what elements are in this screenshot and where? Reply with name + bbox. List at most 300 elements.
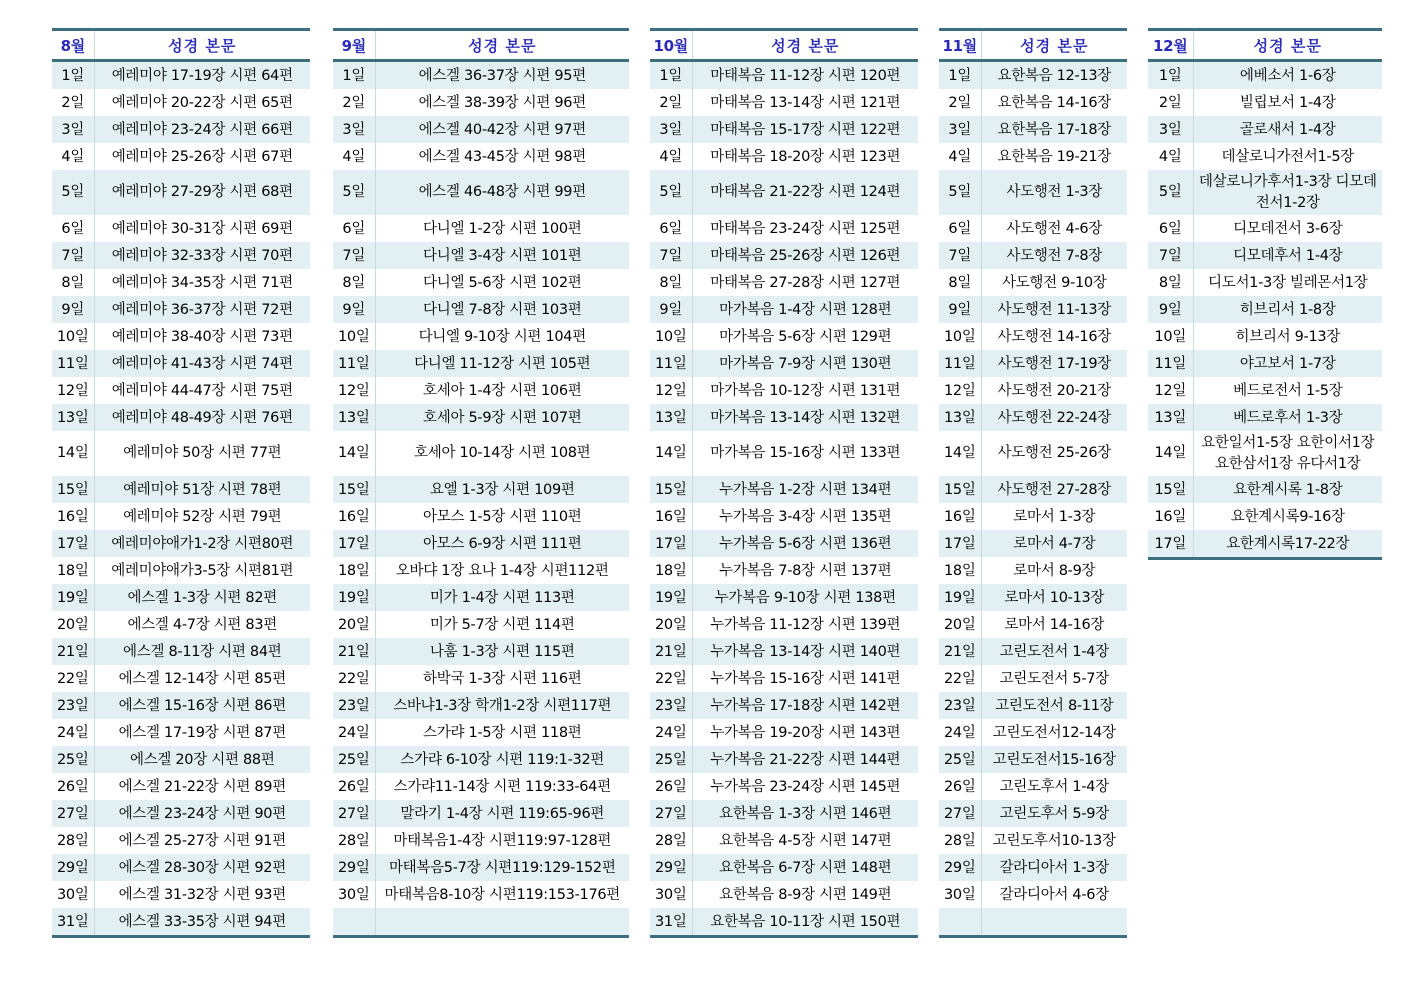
table-row <box>939 557 1127 584</box>
reading-cell: 호세아 5-9장 시편 107편 <box>375 404 629 431</box>
reading-cell: 마태복음1-4장 시편119:97-128편 <box>375 827 629 854</box>
reading-cell: 예레미야 52장 시편 79편 <box>94 503 310 530</box>
table-row <box>939 611 1127 638</box>
day-cell: 13일 <box>52 404 94 431</box>
day-cell: 28일 <box>52 827 94 854</box>
reading-cell: 에스겔 33-35장 시편 94편 <box>94 908 310 937</box>
day-cell: 22일 <box>333 665 375 692</box>
reading-header: 성경 본문 <box>94 30 310 61</box>
day-cell: 18일 <box>333 557 375 584</box>
table-row <box>1148 242 1382 269</box>
table-row <box>939 350 1127 377</box>
day-cell: 24일 <box>333 719 375 746</box>
table-row <box>939 692 1127 719</box>
table-row <box>333 296 629 323</box>
reading-cell: 다니엘 11-12장 시편 105편 <box>375 350 629 377</box>
day-cell: 1일 <box>1148 61 1193 90</box>
table-row <box>650 719 918 746</box>
table-row <box>1148 503 1382 530</box>
reading-cell: 요한복음 4-5장 시편 147편 <box>692 827 918 854</box>
month-header: 12월 <box>1148 30 1193 61</box>
table-row <box>52 908 310 937</box>
table-row <box>1148 530 1382 559</box>
reading-cell: 요한복음 12-13장 <box>981 61 1127 90</box>
reading-cell: 사도행전 4-6장 <box>981 215 1127 242</box>
table-row <box>333 827 629 854</box>
day-cell: 12일 <box>1148 377 1193 404</box>
table-row <box>52 89 310 116</box>
table-row <box>52 377 310 404</box>
reading-cell: 누가복음 17-18장 시편 142편 <box>692 692 918 719</box>
day-cell: 1일 <box>939 61 981 90</box>
table-row <box>333 719 629 746</box>
reading-cell: 요한계시록9-16장 <box>1193 503 1382 530</box>
day-cell: 23일 <box>939 692 981 719</box>
table-row <box>1148 476 1382 503</box>
day-cell: 4일 <box>1148 143 1193 170</box>
day-cell: 27일 <box>650 800 692 827</box>
reading-cell: 사도행전 22-24장 <box>981 404 1127 431</box>
table-row <box>333 557 629 584</box>
reading-header: 성경 본문 <box>1193 30 1382 61</box>
day-cell: 6일 <box>939 215 981 242</box>
day-cell: 25일 <box>333 746 375 773</box>
reading-cell: 에스겔 28-30장 시편 92편 <box>94 854 310 881</box>
day-cell: 26일 <box>333 773 375 800</box>
table-row <box>650 242 918 269</box>
day-cell: 9일 <box>52 296 94 323</box>
reading-cell: 에스겔 36-37장 시편 95편 <box>375 61 629 90</box>
reading-cell: 로마서 1-3장 <box>981 503 1127 530</box>
reading-cell: 다니엘 5-6장 시편 102편 <box>375 269 629 296</box>
reading-cell: 예레미야 30-31장 시편 69편 <box>94 215 310 242</box>
table-row <box>650 323 918 350</box>
day-cell: 8일 <box>939 269 981 296</box>
day-cell: 29일 <box>939 854 981 881</box>
table-row <box>52 404 310 431</box>
reading-cell: 에스겔 20장 시편 88편 <box>94 746 310 773</box>
day-cell: 21일 <box>650 638 692 665</box>
table-row <box>333 143 629 170</box>
reading-cell: 베드로전서 1-5장 <box>1193 377 1382 404</box>
table-row <box>1148 323 1382 350</box>
reading-header: 성경 본문 <box>692 30 918 61</box>
table-row <box>939 827 1127 854</box>
day-cell: 12일 <box>939 377 981 404</box>
table-row <box>650 503 918 530</box>
day-cell: 8일 <box>650 269 692 296</box>
reading-cell: 예레미야 32-33장 시편 70편 <box>94 242 310 269</box>
day-cell: 13일 <box>939 404 981 431</box>
reading-cell: 예레미야 27-29장 시편 68편 <box>94 170 310 215</box>
table-row <box>333 350 629 377</box>
reading-cell: 마태복음 21-22장 시편 124편 <box>692 170 918 215</box>
table-row <box>52 116 310 143</box>
day-cell: 15일 <box>650 476 692 503</box>
table-row <box>1148 296 1382 323</box>
reading-cell: 에스겔 25-27장 시편 91편 <box>94 827 310 854</box>
day-cell: 3일 <box>333 116 375 143</box>
day-cell: 9일 <box>333 296 375 323</box>
day-cell: 20일 <box>52 611 94 638</box>
reading-cell: 미가 1-4장 시편 113편 <box>375 584 629 611</box>
table-row <box>52 61 310 90</box>
reading-cell: 요한복음 19-21장 <box>981 143 1127 170</box>
reading-cell: 요한복음 8-9장 시편 149편 <box>692 881 918 908</box>
reading-cell: 예레미야 20-22장 시편 65편 <box>94 89 310 116</box>
day-cell: 5일 <box>650 170 692 215</box>
reading-cell: 히브리서 9-13장 <box>1193 323 1382 350</box>
table-row <box>939 584 1127 611</box>
reading-cell: 요한일서1-5장 요한이서1장 요한삼서1장 유다서1장 <box>1193 431 1382 476</box>
table-row <box>939 665 1127 692</box>
reading-cell: 빌립보서 1-4장 <box>1193 89 1382 116</box>
reading-cell: 마태복음5-7장 시편119:129-152편 <box>375 854 629 881</box>
reading-cell: 마태복음 25-26장 시편 126편 <box>692 242 918 269</box>
table-row <box>52 638 310 665</box>
table-row <box>52 719 310 746</box>
reading-cell: 에베소서 1-6장 <box>1193 61 1382 90</box>
day-cell: 26일 <box>650 773 692 800</box>
table-row <box>333 404 629 431</box>
day-cell: 26일 <box>939 773 981 800</box>
day-cell: 16일 <box>650 503 692 530</box>
day-cell: 22일 <box>52 665 94 692</box>
table-row <box>52 800 310 827</box>
reading-cell: 누가복음 5-6장 시편 136편 <box>692 530 918 557</box>
day-cell: 6일 <box>333 215 375 242</box>
day-cell: 15일 <box>1148 476 1193 503</box>
day-cell: 2일 <box>333 89 375 116</box>
day-cell: 25일 <box>52 746 94 773</box>
day-cell: 3일 <box>1148 116 1193 143</box>
reading-cell: 고린도전서 8-11장 <box>981 692 1127 719</box>
reading-cell: 에스겔 21-22장 시편 89편 <box>94 773 310 800</box>
table-row <box>939 881 1127 908</box>
day-cell: 29일 <box>52 854 94 881</box>
table-row <box>52 692 310 719</box>
day-cell: 9일 <box>939 296 981 323</box>
reading-cell: 에스겔 15-16장 시편 86편 <box>94 692 310 719</box>
day-cell: 10일 <box>333 323 375 350</box>
reading-cell: 디도서1-3장 빌레몬서1장 <box>1193 269 1382 296</box>
day-cell: 24일 <box>939 719 981 746</box>
reading-cell: 예레미야 51장 시편 78편 <box>94 476 310 503</box>
day-cell: 23일 <box>333 692 375 719</box>
reading-cell: 예레미야 48-49장 시편 76편 <box>94 404 310 431</box>
day-cell: 5일 <box>939 170 981 215</box>
reading-cell: 요한복음 14-16장 <box>981 89 1127 116</box>
reading-cell: 사도행전 14-16장 <box>981 323 1127 350</box>
day-cell: 17일 <box>52 530 94 557</box>
day-cell: 4일 <box>52 143 94 170</box>
reading-cell: 나훔 1-3장 시편 115편 <box>375 638 629 665</box>
day-cell: 5일 <box>52 170 94 215</box>
reading-cell: 에스겔 12-14장 시편 85편 <box>94 665 310 692</box>
reading-cell: 스가랴11-14장 시편 119:33-64편 <box>375 773 629 800</box>
reading-cell: 요한복음 1-3장 시편 146편 <box>692 800 918 827</box>
table-row <box>333 638 629 665</box>
reading-cell: 오바댜 1장 요나 1-4장 시편112편 <box>375 557 629 584</box>
month-table-11 <box>939 28 1127 938</box>
table-row <box>939 854 1127 881</box>
reading-cell: 예레미야애가1-2장 시편80편 <box>94 530 310 557</box>
table-row <box>52 170 310 215</box>
reading-cell: 에스겔 17-19장 시편 87편 <box>94 719 310 746</box>
day-cell: 21일 <box>52 638 94 665</box>
day-cell: 12일 <box>650 377 692 404</box>
day-cell: 1일 <box>333 61 375 90</box>
day-cell: 11일 <box>1148 350 1193 377</box>
reading-cell: 사도행전 1-3장 <box>981 170 1127 215</box>
table-row <box>939 719 1127 746</box>
reading-cell: 마태복음 11-12장 시편 120편 <box>692 61 918 90</box>
day-cell: 19일 <box>333 584 375 611</box>
table-row <box>650 143 918 170</box>
table-row <box>650 476 918 503</box>
table-row <box>650 350 918 377</box>
table-row <box>650 116 918 143</box>
reading-cell: 요엘 1-3장 시편 109편 <box>375 476 629 503</box>
table-row <box>1148 377 1382 404</box>
reading-cell: 마태복음 18-20장 시편 123편 <box>692 143 918 170</box>
month-header: 10월 <box>650 30 692 61</box>
reading-cell: 예레미야 50장 시편 77편 <box>94 431 310 476</box>
day-cell: 17일 <box>650 530 692 557</box>
reading-cell: 히브리서 1-8장 <box>1193 296 1382 323</box>
day-cell: 10일 <box>52 323 94 350</box>
reading-cell: 에스겔 31-32장 시편 93편 <box>94 881 310 908</box>
table-row <box>650 431 918 476</box>
reading-cell: 고린도전서12-14장 <box>981 719 1127 746</box>
reading-cell: 누가복음 23-24장 시편 145편 <box>692 773 918 800</box>
day-cell: 19일 <box>939 584 981 611</box>
day-cell: 7일 <box>939 242 981 269</box>
table-row <box>52 323 310 350</box>
reading-cell: 요한복음 6-7장 시편 148편 <box>692 854 918 881</box>
reading-cell: 예레미야 25-26장 시편 67편 <box>94 143 310 170</box>
table-row <box>52 746 310 773</box>
day-cell: 29일 <box>333 854 375 881</box>
day-cell: 14일 <box>939 431 981 476</box>
month-header: 11월 <box>939 30 981 61</box>
day-cell <box>939 908 981 937</box>
reading-cell: 사도행전 9-10장 <box>981 269 1127 296</box>
day-cell: 1일 <box>52 61 94 90</box>
table-row <box>650 584 918 611</box>
reading-cell: 누가복음 19-20장 시편 143편 <box>692 719 918 746</box>
month-table-10 <box>650 28 918 938</box>
day-cell: 19일 <box>650 584 692 611</box>
table-row <box>333 908 629 937</box>
day-cell: 22일 <box>650 665 692 692</box>
table-row <box>52 269 310 296</box>
day-cell: 27일 <box>52 800 94 827</box>
reading-cell: 디모데전서 3-6장 <box>1193 215 1382 242</box>
table-row <box>52 584 310 611</box>
day-cell: 25일 <box>650 746 692 773</box>
day-cell: 9일 <box>650 296 692 323</box>
reading-cell: 누가복음 7-8장 시편 137편 <box>692 557 918 584</box>
reading-cell: 미가 5-7장 시편 114편 <box>375 611 629 638</box>
table-row <box>52 215 310 242</box>
reading-cell: 누가복음 21-22장 시편 144편 <box>692 746 918 773</box>
day-cell: 30일 <box>52 881 94 908</box>
table-row <box>52 827 310 854</box>
day-cell: 26일 <box>52 773 94 800</box>
table-row <box>333 854 629 881</box>
day-cell: 29일 <box>650 854 692 881</box>
table-row <box>650 827 918 854</box>
day-cell: 11일 <box>333 350 375 377</box>
table-row <box>333 692 629 719</box>
day-cell: 2일 <box>650 89 692 116</box>
table-row <box>333 116 629 143</box>
reading-cell: 사도행전 25-26장 <box>981 431 1127 476</box>
reading-cell: 예레미야 38-40장 시편 73편 <box>94 323 310 350</box>
month-header: 8월 <box>52 30 94 61</box>
table-row <box>939 530 1127 557</box>
reading-cell: 예레미야애가3-5장 시편81편 <box>94 557 310 584</box>
table-row <box>650 404 918 431</box>
reading-cell: 에스겔 4-7장 시편 83편 <box>94 611 310 638</box>
table-row <box>650 881 918 908</box>
reading-header: 성경 본문 <box>981 30 1127 61</box>
day-cell: 7일 <box>1148 242 1193 269</box>
day-cell: 16일 <box>52 503 94 530</box>
reading-cell: 아모스 1-5장 시편 110편 <box>375 503 629 530</box>
reading-cell: 마가복음 5-6장 시편 129편 <box>692 323 918 350</box>
day-cell: 30일 <box>939 881 981 908</box>
day-cell: 19일 <box>52 584 94 611</box>
reading-cell: 요한계시록 1-8장 <box>1193 476 1382 503</box>
table-row <box>1148 350 1382 377</box>
table-row <box>1148 269 1382 296</box>
table-row <box>333 530 629 557</box>
day-cell: 15일 <box>52 476 94 503</box>
table-row <box>333 170 629 215</box>
reading-cell: 하박국 1-3장 시편 116편 <box>375 665 629 692</box>
table-row <box>939 323 1127 350</box>
day-cell: 2일 <box>1148 89 1193 116</box>
table-row <box>939 908 1127 937</box>
table-row <box>939 170 1127 215</box>
table-row <box>939 638 1127 665</box>
table-row <box>333 431 629 476</box>
day-cell: 11일 <box>939 350 981 377</box>
table-row <box>1148 116 1382 143</box>
day-cell: 23일 <box>650 692 692 719</box>
table-row <box>52 611 310 638</box>
table-row <box>939 116 1127 143</box>
table-row <box>333 611 629 638</box>
reading-header: 성경 본문 <box>375 30 629 61</box>
day-cell: 21일 <box>333 638 375 665</box>
day-cell: 24일 <box>52 719 94 746</box>
reading-cell: 마태복음 27-28장 시편 127편 <box>692 269 918 296</box>
reading-cell: 스가랴 6-10장 시편 119:1-32편 <box>375 746 629 773</box>
table-row <box>333 665 629 692</box>
table-row <box>650 557 918 584</box>
table-row <box>650 692 918 719</box>
table-row <box>939 746 1127 773</box>
table-row <box>52 143 310 170</box>
day-cell: 20일 <box>650 611 692 638</box>
day-cell: 6일 <box>52 215 94 242</box>
table-row <box>939 143 1127 170</box>
reading-cell: 마가복음 1-4장 시편 128편 <box>692 296 918 323</box>
table-row <box>333 242 629 269</box>
day-cell: 25일 <box>939 746 981 773</box>
reading-cell: 예레미야 23-24장 시편 66편 <box>94 116 310 143</box>
day-cell: 5일 <box>333 170 375 215</box>
reading-cell: 에스겔 46-48장 시편 99편 <box>375 170 629 215</box>
day-cell: 23일 <box>52 692 94 719</box>
table-row <box>52 242 310 269</box>
table-row <box>52 665 310 692</box>
day-cell: 28일 <box>333 827 375 854</box>
table-row <box>333 215 629 242</box>
day-cell: 13일 <box>650 404 692 431</box>
reading-cell: 마가복음 7-9장 시편 130편 <box>692 350 918 377</box>
table-row <box>333 881 629 908</box>
table-row <box>52 503 310 530</box>
table-row <box>650 377 918 404</box>
reading-cell: 고린도전서 5-7장 <box>981 665 1127 692</box>
reading-cell: 골로새서 1-4장 <box>1193 116 1382 143</box>
day-cell: 17일 <box>1148 530 1193 559</box>
table-row <box>333 746 629 773</box>
month-table-9 <box>333 28 629 938</box>
reading-cell: 사도행전 7-8장 <box>981 242 1127 269</box>
reading-cell <box>375 908 629 937</box>
table-row <box>650 611 918 638</box>
reading-cell: 호세아 10-14장 시편 108편 <box>375 431 629 476</box>
reading-cell <box>981 908 1127 937</box>
reading-cell: 누가복음 9-10장 시편 138편 <box>692 584 918 611</box>
day-cell: 3일 <box>939 116 981 143</box>
reading-cell: 고린도후서 5-9장 <box>981 800 1127 827</box>
table-row <box>650 908 918 937</box>
day-cell: 2일 <box>52 89 94 116</box>
table-row <box>52 296 310 323</box>
reading-cell: 로마서 4-7장 <box>981 530 1127 557</box>
reading-cell: 다니엘 7-8장 시편 103편 <box>375 296 629 323</box>
reading-cell: 예레미야 17-19장 시편 64편 <box>94 61 310 90</box>
table-row <box>333 61 629 90</box>
reading-cell: 누가복음 15-16장 시편 141편 <box>692 665 918 692</box>
reading-cell: 마가복음 13-14장 시편 132편 <box>692 404 918 431</box>
day-cell: 9일 <box>1148 296 1193 323</box>
reading-cell: 말라기 1-4장 시편 119:65-96편 <box>375 800 629 827</box>
reading-cell: 사도행전 20-21장 <box>981 377 1127 404</box>
table-row <box>52 881 310 908</box>
table-row <box>650 215 918 242</box>
day-cell: 8일 <box>333 269 375 296</box>
day-cell: 15일 <box>939 476 981 503</box>
day-cell: 13일 <box>333 404 375 431</box>
table-row <box>650 638 918 665</box>
reading-cell: 데살로니가후서1-3장 디모데전서1-2장 <box>1193 170 1382 215</box>
reading-cell: 에스겔 1-3장 시편 82편 <box>94 584 310 611</box>
table-row <box>333 269 629 296</box>
table-row <box>333 800 629 827</box>
day-cell: 28일 <box>650 827 692 854</box>
table-row <box>650 773 918 800</box>
day-cell: 21일 <box>939 638 981 665</box>
day-cell: 14일 <box>333 431 375 476</box>
reading-cell: 누가복음 13-14장 시편 140편 <box>692 638 918 665</box>
